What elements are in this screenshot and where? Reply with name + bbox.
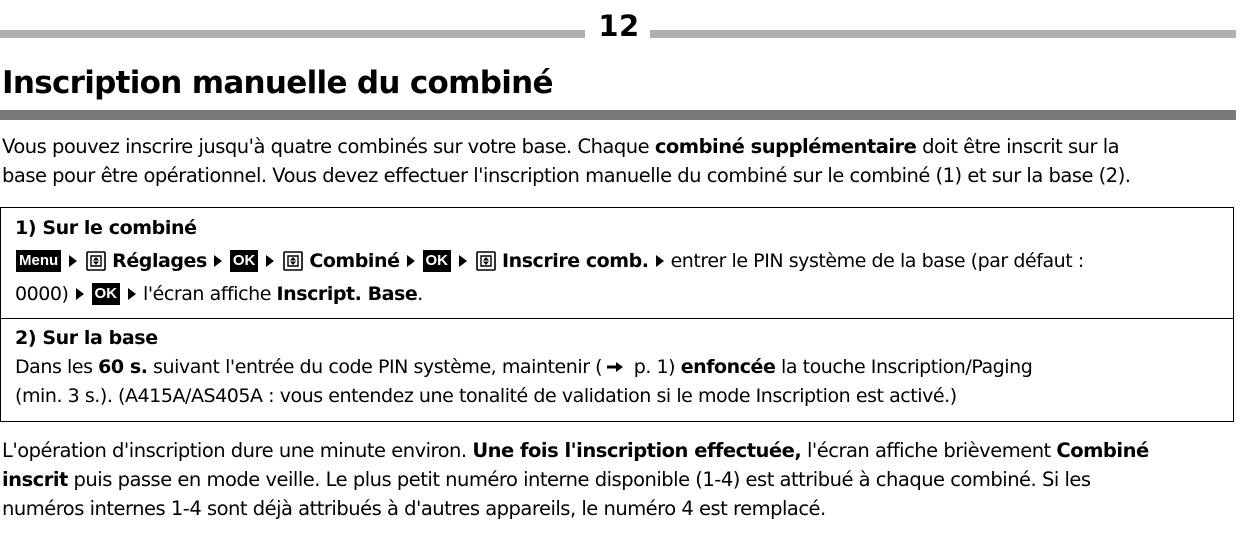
- right-triangle-arrow-icon: [266, 255, 274, 267]
- step-handset: [1, 208, 1233, 319]
- page-reference: p. 1): [628, 356, 681, 378]
- step-base-text: Dans les: [15, 356, 99, 378]
- up-down-navigation-key-icon: [282, 250, 304, 272]
- page-header: [0, 6, 1259, 46]
- step-base-title: 2) Sur la base: [15, 327, 158, 349]
- register-handset-menu-label: Inscrire comb.: [502, 250, 649, 272]
- intro-paragraph: [2, 132, 1242, 190]
- step-base: [1, 319, 1233, 421]
- step-base-emphasis: 60 s.: [98, 356, 148, 378]
- page-number: 12: [598, 9, 640, 43]
- intro-emphasis: combiné supplémentaire: [654, 135, 917, 158]
- pin-instruction: entrer le PIN système de la base (par défaut :: [670, 250, 1084, 272]
- right-triangle-arrow-icon: [656, 255, 664, 267]
- step-base-line-2: (min. 3 s.). (A415A/AS405A : vous entendez une tonalité de validation si le mode Inscription est activé.): [15, 385, 957, 407]
- screen-text: l'écran affiche: [143, 283, 277, 305]
- right-triangle-arrow-icon: [76, 288, 84, 300]
- intro-line-2: base pour être opérationnel. Vous devez effectuer l'inscription manuelle du combiné sur le combiné (1) et sur la base (2).: [2, 164, 1131, 187]
- intro-text: Vous pouvez inscrire jusqu'à quatre combinés sur votre base. Chaque: [2, 135, 655, 158]
- title-underline: [0, 110, 1236, 120]
- ok-key: OK: [230, 250, 259, 272]
- step-handset-sequence-cont: [15, 279, 423, 309]
- menu-key: Menu: [16, 250, 61, 272]
- right-triangle-arrow-icon: [214, 255, 222, 267]
- step-base-line-1: [15, 352, 1032, 382]
- step-base-emphasis: enfoncée: [680, 356, 776, 378]
- step-base-text: la touche Inscription/Paging: [775, 356, 1033, 378]
- header-rule-right: [650, 30, 1236, 38]
- step-handset-sequence: [15, 246, 1084, 276]
- intro-line-1: [2, 132, 1242, 161]
- outro-line-1: [2, 436, 1242, 465]
- steps-box: [0, 207, 1234, 422]
- outro-emphasis: Combiné: [1056, 439, 1149, 462]
- ok-key: OK: [423, 250, 452, 272]
- right-triangle-arrow-icon: [69, 255, 77, 267]
- outro-paragraph: [2, 436, 1242, 523]
- outro-emphasis: inscrit: [2, 468, 68, 491]
- outro-text: puis passe en mode veille. Le plus petit numéro interne disponible (1-4) est attribué à chaque combiné. Si les: [67, 468, 1091, 491]
- outro-text: l'écran affiche brièvement: [801, 439, 1057, 462]
- header-rule-left: [0, 30, 585, 38]
- screen-value: Inscript. Base: [276, 283, 418, 305]
- right-arrow-icon: [606, 360, 624, 374]
- up-down-navigation-key-icon: [475, 250, 497, 272]
- up-down-navigation-key-icon: [85, 250, 107, 272]
- intro-text: doit être inscrit sur la: [916, 135, 1120, 158]
- handset-menu-label: Combiné: [309, 250, 400, 272]
- outro-line-2: [2, 465, 1242, 494]
- screen-end: .: [417, 283, 423, 305]
- section-title: Inscription manuelle du combiné: [2, 65, 553, 101]
- right-triangle-arrow-icon: [459, 255, 467, 267]
- outro-emphasis: Une fois l'inscription effectuée,: [472, 439, 802, 462]
- settings-menu-label: Réglages: [112, 250, 207, 272]
- outro-text: L'opération d'inscription dure une minute environ.: [2, 439, 473, 462]
- outro-line-3: numéros internes 1-4 sont déjà attribués à d'autres appareils, le numéro 4 est remplacé.: [2, 497, 826, 520]
- right-triangle-arrow-icon: [128, 288, 136, 300]
- right-triangle-arrow-icon: [407, 255, 415, 267]
- step-base-text: suivant l'entrée du code PIN système, maintenir (: [147, 356, 603, 378]
- step-handset-title: 1) Sur le combiné: [15, 217, 197, 239]
- ok-key: OK: [92, 283, 121, 305]
- pin-default: 0000): [15, 283, 69, 305]
